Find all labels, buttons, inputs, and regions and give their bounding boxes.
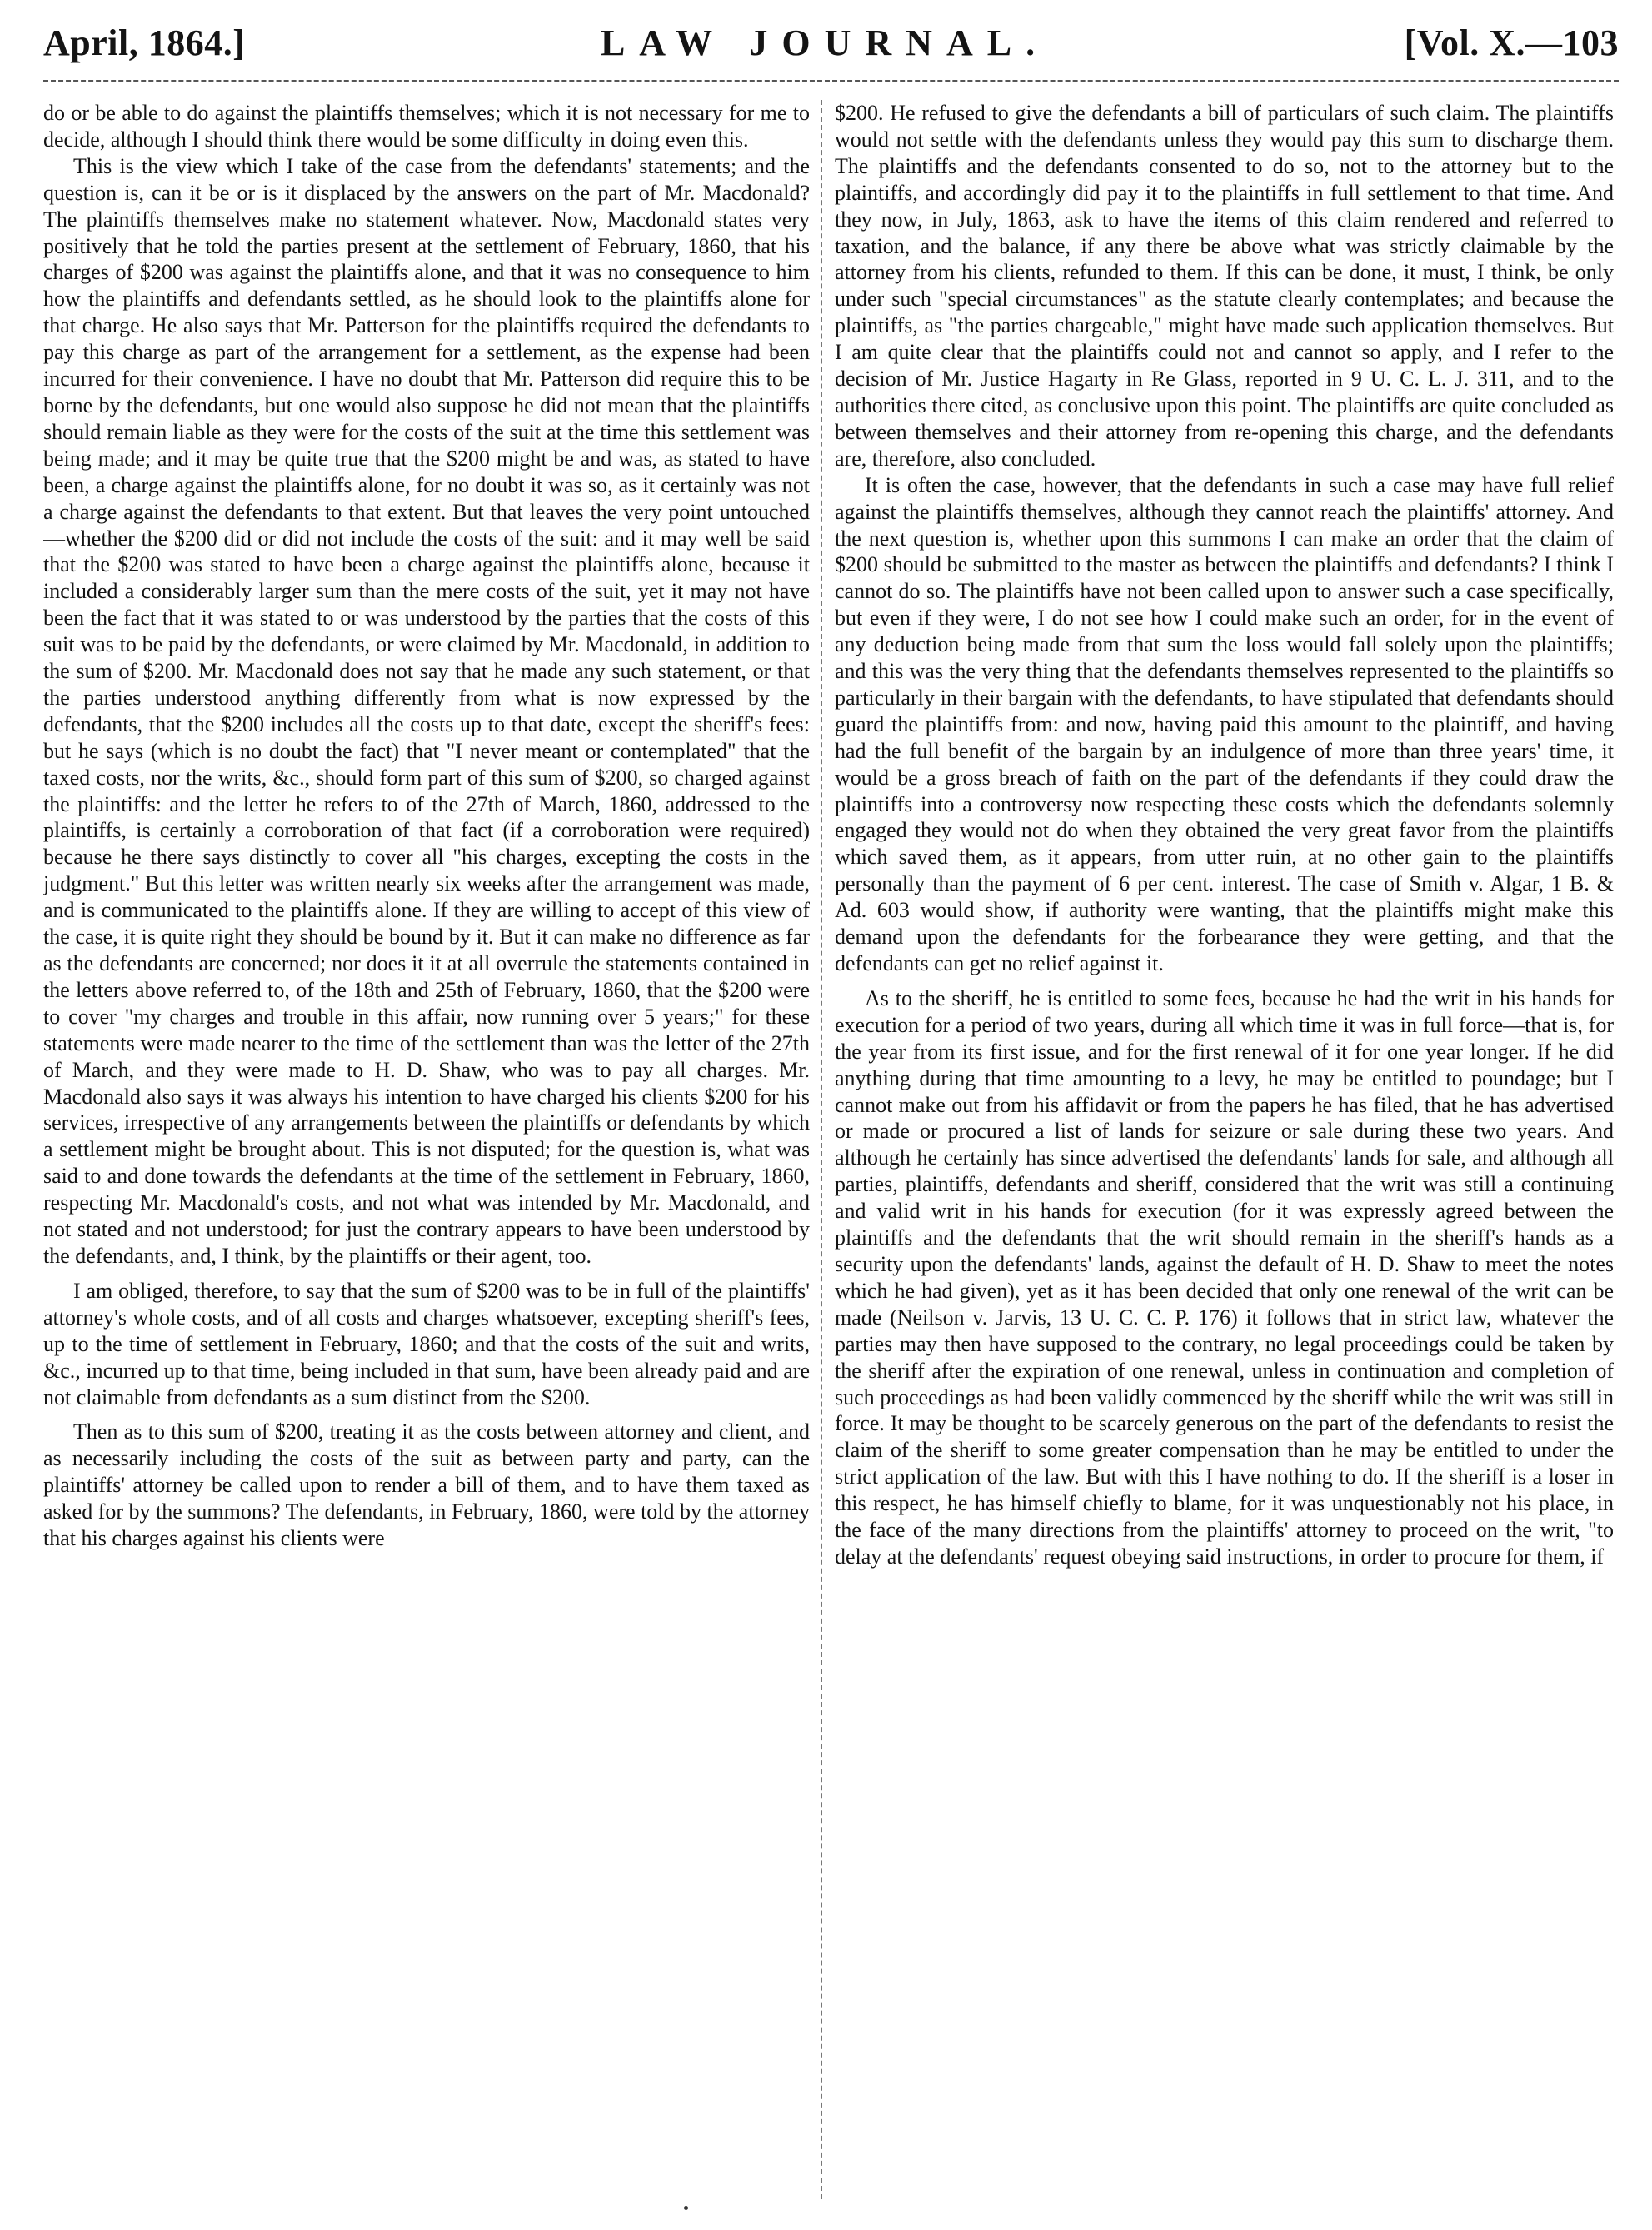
- column-divider: [821, 100, 822, 2199]
- header-volume-page: [Vol. X.—103: [1404, 22, 1619, 63]
- paragraph: Then as to this sum of $200, treating it as the costs between attorney and client, and as necessarily including the costs of the suit as between party and party, can the plaintiffs' attorney be called upon to render a bill of them, and to have them taxed as asked for by the summons? The defendants, in February, 1860, were told by the attorney that his charges against his clients were: [43, 1419, 810, 1551]
- paragraph: $200. He refused to give the defendants a bill of particulars of such claim. The plaintiffs would not settle with the defendants unless they would pay this sum to discharge them. The plaintiffs and the defendants consented to do so, not to the attorney but to the plaintiffs, and accordingly did pay it to the plaintiffs in full settlement to that time. And they now, in July, 1863, ask to have the items of this claim rendered and referred to taxation, and the balance, if any there be above what was strictly claimable by the attorney from his clients, refunded to them. If this can be done, it must, I think, be only under such "special circumstances" as the statute clearly contemplates; and because the plaintiffs, as "the parties chargeable," might have made such application themselves. But I am quite clear that the plaintiffs could not and cannot so apply, and I refer to the decision of Mr. Justice Hagarty in Re Glass, reported in 9 U. C. L. J. 311, and to the authorities there cited, as conclusive upon this point. The plaintiffs are quite concluded as between themselves and their attorney from re-opening this charge, and the defendants are, therefore, also concluded.: [835, 101, 1614, 471]
- running-header: [43, 22, 1619, 73]
- paragraph: do or be able to do against the plaintiffs themselves; which it is not necessary for me to decide, although I should think there would be some difficulty in doing even this.: [43, 101, 810, 152]
- paragraph: I am obliged, therefore, to say that the sum of $200 was to be in full of the plaintiffs' attorney's whole costs, and of all costs and charges whatsoever, excepting sheriff's fees, up to the time of settlement in February, 1860; and that the costs of the suit and writs, &c., incurred up to that time, being included in that sum, have been already paid and are not claimable from defendants as a sum distinct from the $200.: [43, 1278, 810, 1409]
- header-rule: [43, 80, 1619, 82]
- right-column: [835, 100, 1614, 2220]
- paragraph: As to the sheriff, he is entitled to some fees, because he had the writ in his hands for execution for a period of two years, during all which time it was in full force—that is, for the year from its first issue, and for the first renewal of it for one year longer. If he did anything during that time amounting to a levy, he may be entitled to poundage; but I cannot make out from his affidavit or from the papers he has filed, that he has advertised or made or procured a list of lands for seizure or sale during these two years. And although he certainly has since advertised the defendants' lands for sale, and although all parties, plaintiffs, defendants and sheriff, considered that the writ was still a continuing and valid writ in his hands for execution (for it was expressly agreed between the plaintiffs and the defendants that the writ should remain in the sheriff's hands as a security upon the defendants' lands, against the default of H. D. Shaw to meet the notes which he had given), yet as it has been decided that only one renewal of the writ can be made (Neilson v. Jarvis, 13 U. C. C. P. 176) it follows that in strict law, whatever the parties may then have supposed to the contrary, no legal proceedings could be taken by the sheriff after the expiration of one renewal, unless in continuation and completion of such proceedings as had been validly commenced by the sheriff while the writ was still in force. It may be thought to be scarcely generous on the part of the defendants to resist the claim of the sheriff to some greater compensation than he may be entitled to under the strict application of the law. But with this I have nothing to do. If the sheriff is a loser in this respect, he has himself chiefly to blame, for it was unquestionably not his place, in the face of the many directions from the plaintiffs' attorney to proceed on the writ, "to delay at the defendants' request obeying said instructions, in order to procure for them, if: [835, 985, 1614, 1569]
- print-mark: [684, 2206, 688, 2210]
- paragraph: This is the view which I take of the case from the defendants' statements; and the question is, can it be or is it displaced by the answers on the part of Mr. Macdonald? The plaintiffs themselves make no statement whatever. Now, Macdonald states very positively that he told the parties present at the settlement of February, 1860, that his charges of $200 was against the plaintiffs alone, and that it was no consequence to him how the plaintiffs and defendants settled, as he should look to the plaintiffs alone for that charge. He also says that Mr. Patterson for the plaintiffs required the defendants to pay this charge as part of the arrangement for a settlement, as the expense had been incurred for their convenience. I have no doubt that Mr. Patterson did require this to be borne by the defendants, but one would also suppose he did not mean that the plaintiffs should remain liable as they were for the costs of the suit at the time this settlement was being made; and it may be quite true that the $200 might be and was, as stated to have been, a charge against the plaintiffs alone, for no doubt it was so, as it certainly was not a charge against the defendants to that extent. But that leaves the very point untouched—whether the $200 did or did not include the costs of the suit: and it may well be said that the $200 was stated to have been a charge against the plaintiffs alone, because it included a considerably larger sum than the mere costs of the suit, yet it may not have been the fact that it was stated to or was understood by the parties that the costs of this suit was to be paid by the defendants, or were claimed by Mr. Macdonald, in addition to the sum of $200. Mr. Macdonald does not say that he made any such statement, or that the parties understood anything differently from what is now expressed by the defendants, that the $200 includes all the costs up to that date, except the sheriff's fees: but he says (which is no doubt the fact) that "I never meant or contemplated" that the taxed costs, nor the writs, &c., should form part of this sum of $200, so charged against the plaintiffs: and the letter he refers to of the 27th of March, 1860, addressed to the plaintiffs, is certainly a corroboration of that fact (if a corroboration were required) because he there says distinctly to cover all "his charges, excepting the costs in the judgment." But this letter was written nearly six weeks after the arrangement was made, and is communicated to the plaintiffs alone. If they are willing to accept of this view of the case, it is quite right they should be bound by it. But it can make no difference as far as the defendants are concerned; nor does it it at all overrule the statements contained in the letters above referred to, of the 18th and 25th of February, 1860, that the $200 were to cover "my charges and trouble in this affair, now running over 5 years;" for these statements were made nearer to the time of the settlement than was the letter of the 27th of March, and they were made to H. D. Shaw, who was to pay all charges. Mr. Macdonald also says it was always his intention to have charged his clients $200 for his services, irrespective of any arrangements between the plaintiffs or defendants by which a settlement might be brought about. This is not disputed; for the question is, what was said to and done towards the defendants at the time of the settlement in February, 1860, respecting Mr. Macdonald's costs, and not what was intended by Mr. Macdonald, and not stated and not understood; for just the contrary appears to have been understood by the defendants, and, I think, by the plaintiffs or their agent, too.: [43, 153, 810, 1268]
- header-journal-title: LAW JOURNAL.: [600, 22, 1050, 63]
- header-date: April, 1864.]: [43, 22, 246, 63]
- paragraph: It is often the case, however, that the defendants in such a case may have full relief against the plaintiffs themselves, although they cannot reach the plaintiffs' attorney. And the next question is, whether upon this summons I can make an order that the claim of $200 should be submitted to the master as between the plaintiffs and defendants? I think I cannot do so. The plaintiffs have not been called upon to answer such a case specifically, but even if they were, I do not see how I could make such an order, for in the event of any deduction being made from that sum the loss would fall solely upon the plaintiffs; and this was the very thing that the defendants themselves represented to the plaintiffs so particularly in their bargain with the defendants, to have stipulated that defendants should guard the plaintiffs from: and now, having paid this amount to the plaintiff, and having had the full benefit of the bargain by an indulgence of more than three years' time, it would be a gross breach of faith on the part of the defendants if they could draw the plaintiffs into a controversy now respecting these costs which the defendants solemnly engaged they would not do when they obtained the very great favor from the plaintiffs which saved them, as it appears, from utter ruin, at no other gain to the plaintiffs personally than the payment of 6 per cent. interest. The case of Smith v. Algar, 1 B. & Ad. 603 would show, if authority were wanting, that the plaintiffs might make this demand upon the defendants for the forbearance they were getting, and that the defendants can get no relief against it.: [835, 472, 1614, 975]
- left-column: [43, 100, 810, 2220]
